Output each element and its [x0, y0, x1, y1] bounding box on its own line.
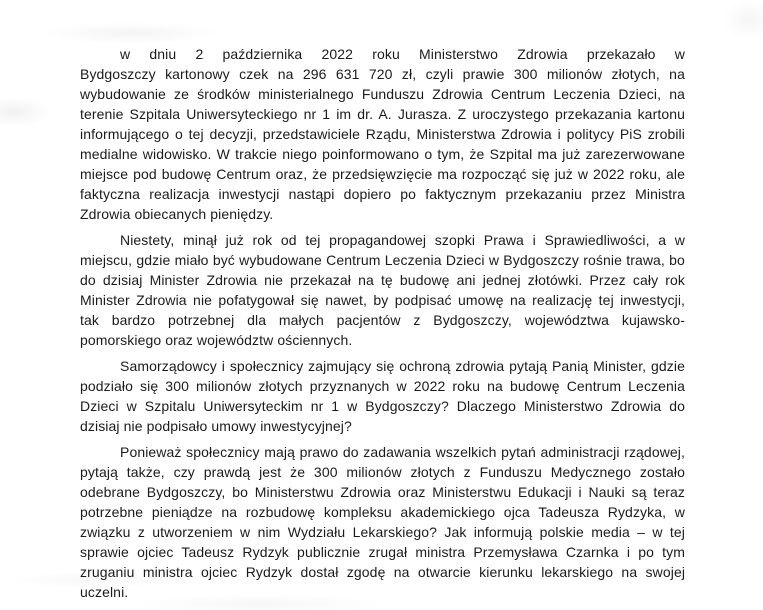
text-line: wybudowanie ze środków ministerialnego Funduszu Zdrowia Centrum Leczenia Dzieci, na	[80, 86, 685, 102]
text-line: Dzieci w Szpitalu Uniwersyteckim nr 1 w Bydgoszczy? Dlaczego Ministerstwo Zdrowia do	[80, 398, 686, 414]
paragraph-check-handover	[80, 44, 685, 224]
text-line: Niestety, minął już rok od tej propagandowej szopki Prawa i Sprawiedliwości, a w	[120, 232, 686, 248]
text-line: Minister Zdrowia nie pofatygował się nawet, by podpisać umowę na realizację tej inwestycji,	[80, 292, 686, 308]
paragraph-medical-fund	[80, 442, 685, 602]
scanned-letter-page	[80, 44, 685, 608]
text-line: związku z utworzeniem w nim Wydziału Lekarskiego? Jak informują polskie media – w tej	[80, 524, 686, 540]
text-line: Zdrowia obiecanych pieniędzy.	[80, 206, 274, 222]
text-line: Ponieważ społecznicy mają prawo do zadawania wszelkich pytań administracji rządowej,	[120, 444, 685, 460]
text-line: uczelni.	[80, 584, 129, 600]
text-line: faktyczna realizacja inwestycji nastąpi dopiero po faktycznym przekazaniu przez Ministra	[80, 186, 685, 202]
text-line: podziało się 300 milionów złotych przyznanych w 2022 roku na budowę Centrum Leczenia	[80, 378, 686, 394]
text-line: dzisiaj nie podpisało umowy inwestycyjnej?	[80, 418, 352, 434]
text-line: tak bardzo potrzebnej dla małych pacjentów z Bydgoszczy, województwa kujawsko-	[80, 312, 685, 328]
text-line: zruganiu ministra ojciec Rydzyk dostał zgodę na otwarcie kierunku lekarskiego na swojej	[80, 564, 686, 580]
text-line: pytają także, czy prawdą jest że 300 milionów złotych z Funduszu Medycznego zostało	[80, 464, 685, 480]
text-line: pomorskiego oraz województw ościennych.	[80, 332, 353, 348]
text-line: do dzisiaj Minister Zdrowia nie przekazał na tę budowę ani jednej złotówki. Przez cały rok	[80, 272, 686, 288]
text-line: odebrane Bydgoszczy, bo Ministerstwu Zdrowia oraz Ministerstwu Edukacji i Nauki są teraz	[80, 484, 686, 500]
text-line: Samorządowcy i społecznicy zajmujący się ochroną zdrowia pytają Panią Minister, gdzie	[120, 358, 686, 374]
text-line: Bydgoszczy kartonowy czek na 296 631 720 zł, czyli prawie 300 milionów złotych, na	[80, 66, 685, 82]
paragraph-question-minister	[80, 356, 685, 436]
text-line: potrzebne pieniądze na rozbudowę kompleksu akademickiego ojca Tadeusza Rydzyka, w	[80, 504, 686, 520]
text-line: miejsce pod budowę Centrum oraz, że przedsięwzięcie ma rozpocząć się już w 2022 roku, ale	[80, 166, 686, 182]
text-line: w dniu 2 października 2022 roku Ministerstwo Zdrowia przekazało w	[120, 46, 685, 62]
text-line: sprawie ojciec Tadeusz Rydzyk publicznie zrugał ministra Przemysława Czarnka i po tym	[80, 544, 685, 560]
text-line: medialne widowisko. W trakcie niego poinformowano o tym, że Szpital ma już zarezerwowane	[80, 146, 685, 162]
paragraph-year-later	[80, 230, 685, 350]
text-line: miejscu, gdzie miało być wybudowane Centrum Leczenia Dzieci w Bydgoszczy rośnie trawa, bo	[80, 252, 685, 268]
text-line: terenie Szpitala Uniwersyteckiego nr 1 im dr. A. Jurasza. Z uroczystego przekazania kartonu	[80, 106, 685, 122]
text-line: informującego o tej decyzji, przedstawiciele Rządu, Ministerstwa Zdrowia i politycy PiS zrobili	[80, 126, 685, 142]
